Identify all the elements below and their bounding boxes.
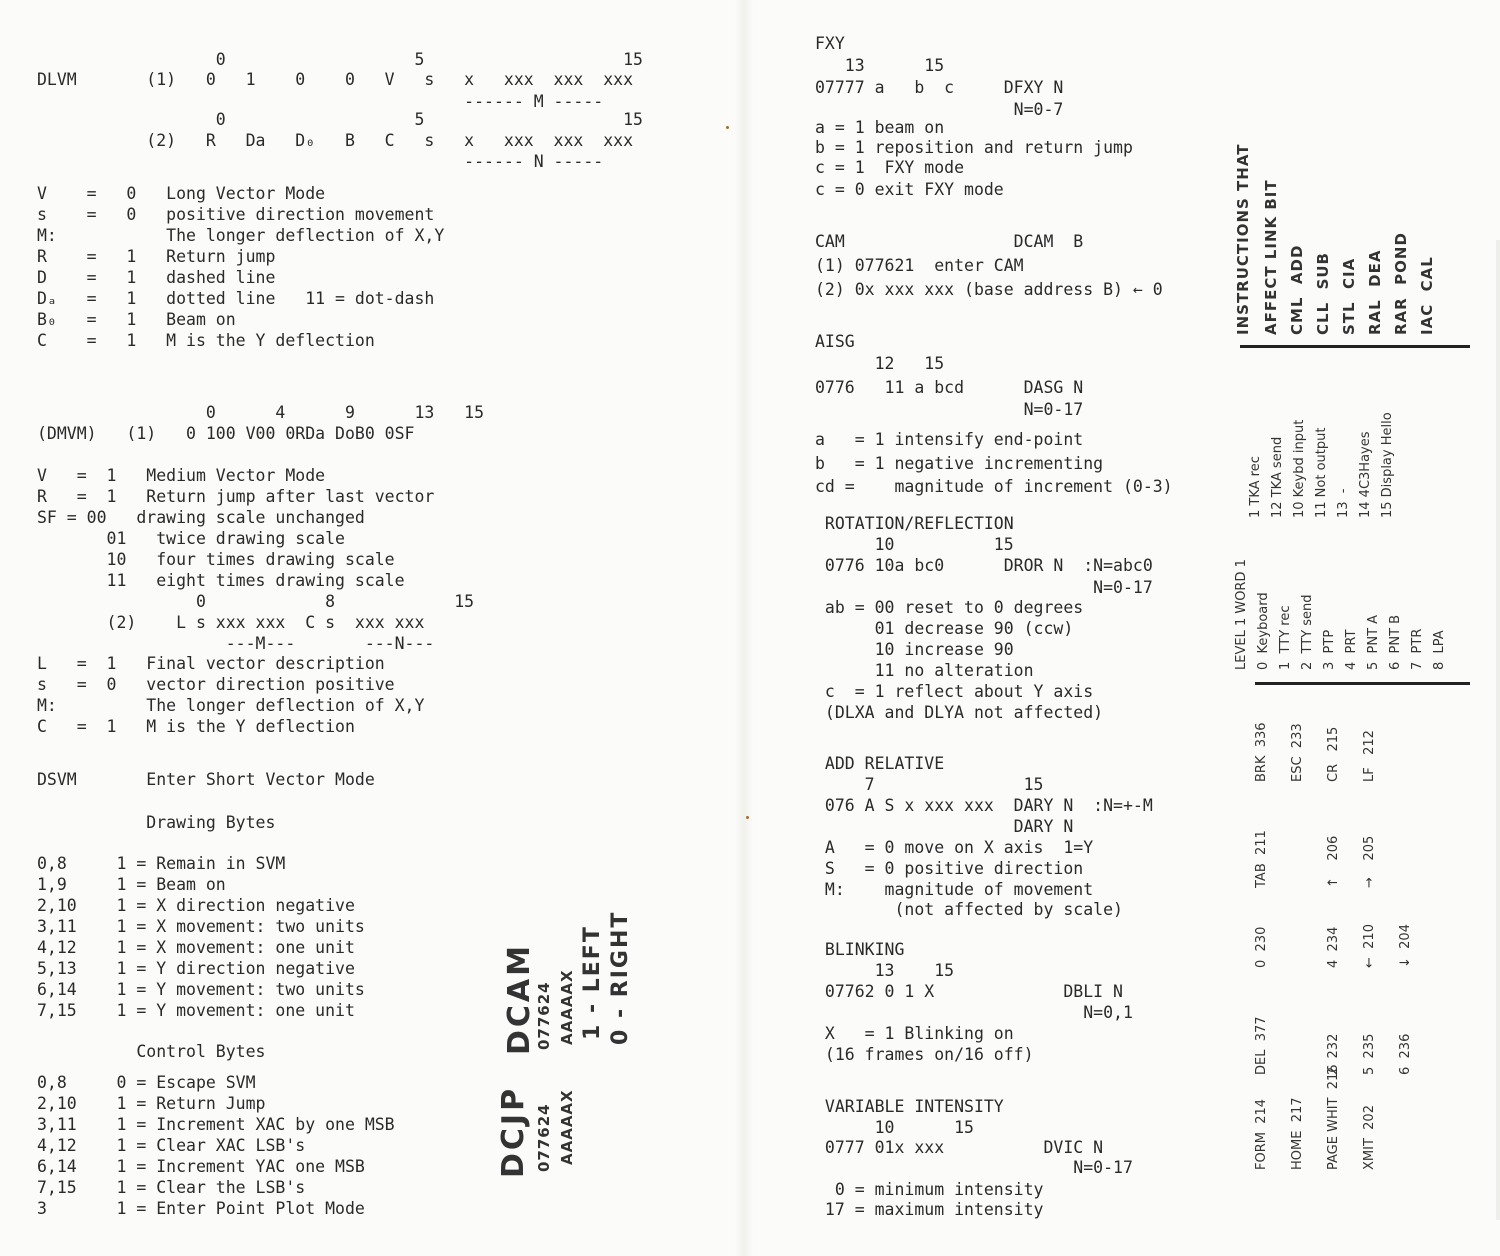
text-line: 0 = minimum intensity [815, 1180, 1044, 1199]
text-line: 11 eight times drawing scale [37, 571, 405, 590]
char-code-column: HOME 217 [1290, 1097, 1305, 1170]
text-line: 11 no alteration [815, 661, 1034, 680]
device-column: 12 TKA send [1270, 436, 1285, 518]
text-line: VARIABLE INTENSITY [815, 1097, 1004, 1116]
handwritten-note: 0 - RIGHT [608, 910, 633, 1045]
text-line: c = 1 FXY mode [815, 158, 965, 177]
text-line: A = 0 move on X axis 1=Y [815, 838, 1094, 857]
text-line: N=0-17 [815, 1158, 1133, 1177]
text-line: 6,14 1 = Y movement: two units [37, 980, 365, 999]
text-line: R = 1 Return jump after last vector [37, 487, 435, 506]
link-bit-column: CML ADD [1288, 244, 1306, 335]
text-line: 5,13 1 = Y direction negative [37, 959, 355, 978]
text-line: 10 increase 90 [815, 640, 1014, 659]
char-code-column: CR 215 [1326, 726, 1341, 782]
text-line: ab = 00 reset to 0 degrees [815, 598, 1084, 617]
char-code-column: FORM 214 [1254, 1098, 1269, 1170]
text-line: 6,14 1 = Increment YAC one MSB [37, 1157, 365, 1176]
text-line: C = 1 M is the Y deflection [37, 331, 375, 350]
text-line: b = 1 reposition and return jump [815, 138, 1133, 157]
char-code-column: ↓ 204 [1398, 924, 1413, 968]
io-level-column: 7 PTR [1410, 628, 1425, 670]
handwritten-note: DCAM [502, 943, 537, 1055]
text-line: N=0-7 [815, 100, 1064, 119]
io-level-column: 2 TTY send [1300, 594, 1315, 670]
text-line: Control Bytes [37, 1042, 266, 1061]
text-line: c = 1 reflect about Y axis [815, 682, 1094, 701]
text-line: 12 15 [815, 354, 945, 373]
paper-speck [726, 126, 729, 129]
text-line: 4,12 1 = Clear XAC LSB's [37, 1136, 306, 1155]
text-line: cd = magnitude of increment (0-3) [815, 477, 1173, 496]
char-code-column: ← 210 [1362, 924, 1377, 968]
text-line: 10 four times drawing scale [37, 550, 395, 569]
text-line: N=0,1 [815, 1003, 1133, 1022]
text-line: 13 15 [815, 961, 955, 980]
text-line: 01 decrease 90 (ccw) [815, 619, 1074, 638]
text-line: 3,11 1 = X movement: two units [37, 917, 365, 936]
text-line: 17 = maximum intensity [815, 1200, 1044, 1219]
io-level-column: 5 PNT A [1366, 614, 1381, 670]
text-line: (DMVM) (1) 0 100 V00 0RDa DoB0 0SF [37, 424, 415, 443]
char-code-column: ↑ 206 [1326, 835, 1341, 888]
text-line: (2) L s xxx xxx C s xxx xxx [37, 613, 425, 632]
io-level-column: 0 Keyboard [1256, 592, 1271, 670]
paper-edge [1496, 240, 1500, 1220]
device-column: 10 Keybd input [1292, 419, 1307, 518]
handwritten-note: 077624 [535, 981, 553, 1050]
text-line: C = 1 M is the Y deflection [37, 717, 355, 736]
char-code-column: 5 235 [1362, 1033, 1377, 1075]
text-line: 1,9 1 = Beam on [37, 875, 226, 894]
text-line: SF = 00 drawing scale unchanged [37, 508, 365, 527]
char-code-column: DEL 377 [1254, 1016, 1269, 1075]
text-line: S = 0 positive direction [815, 859, 1084, 878]
link-bit-column: CLL SUB [1314, 252, 1332, 335]
link-bit-column: INSTRUCTIONS THAT [1234, 143, 1252, 335]
text-line: ADD RELATIVE [815, 754, 945, 773]
text-line: a = 1 intensify end-point [815, 430, 1084, 449]
char-code-column: LF 212 [1362, 730, 1377, 782]
text-line: (16 frames on/16 off) [815, 1045, 1034, 1064]
text-line: CAM DCAM B [815, 232, 1084, 251]
link-bit-column: RAL DEA [1366, 249, 1384, 335]
text-line: AISG [815, 332, 855, 351]
text-line: b = 1 negative incrementing [815, 454, 1104, 473]
divider-line [1255, 682, 1470, 685]
link-bit-column: AFFECT LINK BIT [1262, 179, 1280, 335]
handwritten-note: DCJP [496, 1085, 531, 1178]
char-code-column: 0 230 [1254, 926, 1269, 968]
char-code-column: 4 234 [1326, 926, 1341, 968]
char-code-column: TAB 211 [1254, 830, 1269, 888]
text-line: (2) 0x xxx xxx (base address B) ← 0 [815, 280, 1163, 299]
io-level-column: 1 TTY rec [1278, 605, 1293, 670]
io-level-column: 4 PRT [1344, 629, 1359, 670]
io-level-column: 6 PNT B [1388, 614, 1403, 670]
text-line: 7,15 1 = Y movement: one unit [37, 1001, 355, 1020]
text-line: 0 5 15 [37, 50, 643, 69]
char-code-column: ESC 233 [1290, 723, 1305, 782]
text-line: 4,12 1 = X movement: one unit [37, 938, 355, 957]
text-line: s = 0 positive direction movement [37, 205, 435, 224]
text-line: B₀ = 1 Beam on [37, 310, 236, 329]
text-line: Drawing Bytes [37, 813, 276, 832]
char-code-column: XMIT 202 [1362, 1105, 1377, 1170]
left-page [0, 0, 740, 1256]
handwritten-note: 077624 [535, 1103, 553, 1172]
link-bit-column: IAC CAL [1418, 256, 1436, 335]
text-line: c = 0 exit FXY mode [815, 180, 1004, 199]
device-column: 1 TKA rec [1248, 456, 1263, 518]
handwritten-note: AAAAAX [558, 969, 576, 1045]
text-line: N=0-17 [815, 578, 1153, 597]
io-level-column: LEVEL 1 WORD 1 [1234, 559, 1249, 670]
text-line: a = 1 beam on [815, 118, 945, 137]
text-line: M: The longer deflection of X,Y [37, 696, 425, 715]
text-line: 10 15 [815, 1118, 974, 1137]
text-line: FXY [815, 34, 845, 53]
text-line: 07762 0 1 X DBLI N [815, 982, 1123, 1001]
text-line: L = 1 Final vector description [37, 654, 385, 673]
device-column: 14 4C3Hayes [1358, 431, 1373, 518]
text-line: V = 1 Medium Vector Mode [37, 466, 326, 485]
text-line: 0777 01x xxx DVIC N [815, 1138, 1104, 1157]
text-line: 13 15 [815, 56, 945, 75]
text-line: 0,8 0 = Escape SVM [37, 1073, 256, 1092]
text-line: M: magnitude of movement [815, 880, 1094, 899]
char-code-column: → 205 [1362, 835, 1377, 888]
io-level-column: 8 LPA [1432, 630, 1447, 670]
text-line: R = 1 Return jump [37, 247, 276, 266]
text-line: 2,10 1 = Return Jump [37, 1094, 266, 1113]
link-bit-column: RAR POND [1392, 232, 1410, 335]
text-line: 0776 10a bc0 DROR N :N=abc0 [815, 556, 1153, 575]
text-line: DSVM Enter Short Vector Mode [37, 770, 375, 789]
right-page [750, 0, 1500, 1256]
text-line: ------ M ----- [37, 92, 604, 111]
divider-line [1240, 345, 1470, 348]
text-line: (not affected by scale) [815, 900, 1123, 919]
device-column: 11 Not output [1314, 427, 1329, 518]
text-line: (1) 077621 enter CAM [815, 256, 1024, 275]
io-level-column: 3 PTP [1322, 629, 1337, 670]
device-column: 15 Display Hello [1380, 412, 1395, 518]
char-code-column: 2 232 [1326, 1033, 1341, 1075]
text-line: BLINKING [815, 940, 905, 959]
text-line: 7,15 1 = Clear the LSB's [37, 1178, 306, 1197]
text-line: 07777 a b c DFXY N [815, 78, 1064, 97]
text-line: M: The longer deflection of X,Y [37, 226, 445, 245]
text-line: s = 0 vector direction positive [37, 675, 395, 694]
text-line: ROTATION/REFLECTION [815, 514, 1014, 533]
device-column: 13 - [1336, 488, 1351, 518]
text-line: 3 1 = Enter Point Plot Mode [37, 1199, 365, 1218]
text-line: 0776 11 a bcd DASG N [815, 378, 1084, 397]
handwritten-note: 1 - LEFT [580, 925, 605, 1040]
text-line: 01 twice drawing scale [37, 529, 345, 548]
text-line: Dₐ = 1 dotted line 11 = dot-dash [37, 289, 435, 308]
text-line: 0,8 1 = Remain in SVM [37, 854, 286, 873]
handwritten-note: AAAAAX [558, 1089, 576, 1165]
text-line: 7 15 [815, 775, 1044, 794]
text-line: DARY N [815, 817, 1074, 836]
text-line: ---M--- ---N--- [37, 634, 435, 653]
char-code-column: PAGE WHIT 216 [1326, 1064, 1341, 1170]
text-line: D = 1 dashed line [37, 268, 276, 287]
link-bit-column: STL CIA [1340, 257, 1358, 335]
text-line: 076 A S x xxx xxx DARY N :N=+-M [815, 796, 1153, 815]
text-line: (2) R Da D₀ B C s x xxx xxx xxx [37, 131, 634, 150]
text-line: 10 15 [815, 535, 1014, 554]
text-line: (DLXA and DLYA not affected) [815, 703, 1104, 722]
text-line: 3,11 1 = Increment XAC by one MSB [37, 1115, 395, 1134]
paper-speck [746, 816, 749, 819]
text-line: 0 4 9 13 15 [37, 403, 485, 422]
char-code-column: 6 236 [1398, 1033, 1413, 1075]
text-line: 0 8 15 [37, 592, 475, 611]
text-line: ------ N ----- [37, 152, 604, 171]
text-line: DLVM (1) 0 1 0 0 V s x xxx xxx xxx [37, 70, 634, 89]
text-line: 0 5 15 [37, 110, 643, 129]
char-code-column: BRK 336 [1254, 722, 1269, 782]
text-line: 2,10 1 = X direction negative [37, 896, 355, 915]
text-line: N=0-17 [815, 400, 1084, 419]
text-line: X = 1 Blinking on [815, 1024, 1014, 1043]
text-line: V = 0 Long Vector Mode [37, 184, 326, 203]
